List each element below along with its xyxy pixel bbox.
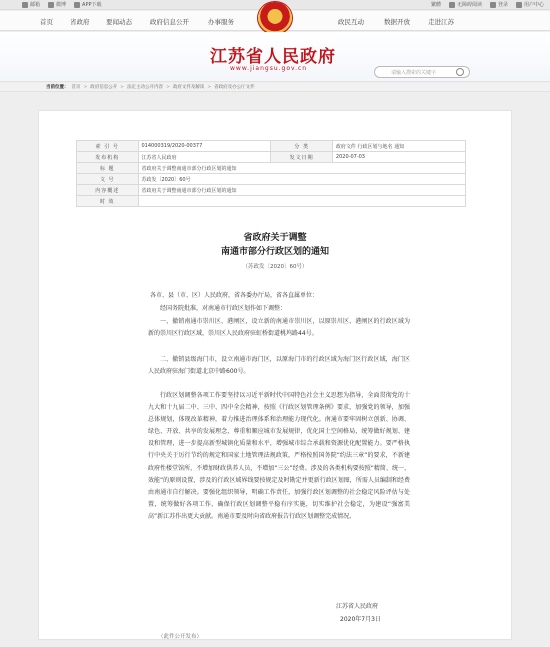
user-center-link[interactable]: 用户中心	[516, 1, 544, 9]
accessibility-link[interactable]: 无障碍阅读	[449, 1, 482, 9]
breadcrumb-item[interactable]: 省政府及办公厅文件	[214, 85, 255, 90]
table-row	[77, 185, 466, 196]
meta-key: 时 效	[77, 196, 139, 207]
breadcrumb-separator: >	[207, 84, 212, 90]
document-paragraph: 二、撤销县级海门市，设立南通市海门区，以原海门市的行政区域为海门区行政区域，海门区人民政府驻海门街道北京中路600号。	[148, 356, 410, 376]
table-row	[77, 152, 466, 163]
nav-interaction[interactable]: 政民互动	[338, 18, 364, 26]
meta-key: 文 号	[77, 174, 139, 185]
nav-open-data[interactable]: 数据开放	[384, 18, 410, 26]
user-icon	[490, 2, 496, 8]
meta-key: 发文日期	[271, 152, 333, 163]
breadcrumb-separator: >	[166, 84, 170, 90]
meta-key: 内容概述	[77, 185, 139, 196]
phone-icon	[74, 2, 80, 8]
search-input[interactable]: 请输入搜索的关键字	[374, 66, 470, 78]
breadcrumb-separator: >	[83, 84, 88, 90]
nav-news[interactable]: 要闻动态	[106, 18, 132, 26]
top-utility-right	[431, 1, 544, 9]
person-icon	[516, 2, 522, 8]
nav-services[interactable]: 办事服务	[208, 18, 234, 26]
app-download-link[interactable]: APP下载	[74, 1, 101, 9]
nav-provincial-government[interactable]: 省政府	[70, 18, 90, 26]
weibo-icon	[48, 2, 54, 8]
national-emblem-icon	[258, 2, 292, 34]
document-title-line2: 南通市部分行政区划的通知	[220, 247, 329, 257]
document-paragraph: 一、撤销南通市崇川区、港闸区，设立新的南通市崇川区，以原崇川区、港闸区的行政区域为新的崇川区行政区域，崇川区人民政府驻虹桥街道桃坞路44号。	[148, 318, 410, 338]
meta-key: 发布机构	[77, 152, 139, 163]
nav-home[interactable]: 首页	[40, 18, 53, 26]
signing-organization: 江苏省人民政府	[336, 603, 379, 610]
weibo-link[interactable]: 微博	[48, 1, 66, 9]
search-icon[interactable]	[456, 68, 464, 76]
table-row	[77, 163, 466, 174]
mail-icon	[22, 2, 28, 8]
meta-value: 2020-07-03	[332, 152, 465, 163]
table-row	[77, 196, 466, 207]
accessibility-icon	[449, 2, 455, 8]
document-salutation: 各市、县（市、区）人民政府，省各委办厅局，省各直属单位：	[150, 292, 319, 299]
meta-key: 索 引 号	[77, 141, 139, 152]
meta-value: 江苏省人民政府	[138, 152, 271, 163]
table-row	[77, 141, 466, 152]
document-number: （苏政发〔2020〕60号）	[242, 264, 308, 270]
public-release-note: （此件公开发布）	[158, 634, 203, 640]
document-paragraph: 经国务院批准，对南通市行政区划作如下调整：	[160, 305, 287, 312]
site-url: www.jiangsu.gov.cn	[230, 65, 308, 72]
meta-key: 标 题	[77, 163, 139, 174]
document-paragraph: 行政区划调整各项工作要坚持以习近平新时代中国特色社会主义思想为指导，全面贯彻党的十九大和十九届二中、三中、四中全会精神，按照《行政区划管理条例》要求，加强党的领导，加强总体规划，体现改革精神，着力推进治理体系和治理能力现代化。南通市要牢固树立创新、协调、绿色、开放、共享的发展理念，尊重和顺应城市发展规律，优化国土空间格局，统筹做好规划、建设和管理，进一步提高新型城镇化质量和水平，增强城市综合承载和资源优化配置能力。要严格执行中央关于厉行节约的规定和国家土地管理法规政策，严格按照国务院“约法三章”的要求，不新建政府性楼堂馆所，不增加财政供养人员，不增加“三公”经费。涉及的各类机构要按照“精简、统一、效能”的原则设置，涉及的行政区域界线要按规定及时勘定并更新行政区划图，所需人员编制和经费由南通市自行解决。要强化组织领导，明确工作责任，加强行政区划调整的社会稳定风险评估与处置，统筹做好各项工作，确保行政区划调整平稳有序实施，切实维护社会稳定，为建设“强富美高”新江苏作出更大贡献。南通市要及时向省政府报告行政区划调整完成情况。	[148, 392, 410, 520]
breadcrumb-item[interactable]: 首页	[71, 85, 81, 90]
meta-value	[138, 196, 466, 207]
top-utility-left	[22, 1, 101, 9]
breadcrumb-item[interactable]: 政府信息公开	[90, 85, 118, 90]
mail-link[interactable]: 邮箱	[22, 1, 40, 9]
breadcrumb-separator: >	[120, 84, 125, 90]
meta-value: 省政府关于调整南通市部分行政区划的通知	[138, 163, 466, 174]
meta-value: 政府文件 行政区划与地名 通知	[332, 141, 465, 152]
meta-value: 省政府关于调整南通市部分行政区划的通知	[138, 185, 466, 196]
table-row	[77, 174, 466, 185]
meta-value: 014000319/2020-00377	[138, 141, 271, 152]
breadcrumb	[0, 83, 550, 92]
document-metadata-table	[76, 140, 466, 207]
nav-about-jiangsu[interactable]: 走进江苏	[428, 18, 454, 26]
document-title-line1: 省政府关于调整	[243, 233, 307, 243]
signing-date: 2020年7月3日	[340, 616, 381, 623]
site-title[interactable]: 江苏省人民政府	[210, 47, 336, 67]
nav-info-disclosure[interactable]: 政府信息公开	[150, 18, 189, 26]
site-banner	[0, 32, 550, 82]
traditional-chinese-link[interactable]: 繁體	[430, 2, 441, 8]
meta-value: 苏政发〔2020〕60号	[138, 174, 466, 185]
breadcrumb-item[interactable]: 政府文件及解读	[172, 85, 205, 90]
breadcrumb-label: 当前位置：	[46, 85, 69, 90]
login-link[interactable]: 登录	[490, 1, 508, 9]
meta-key: 分 类	[271, 141, 333, 152]
breadcrumb-item[interactable]: 法定主动公开内容	[127, 85, 164, 90]
